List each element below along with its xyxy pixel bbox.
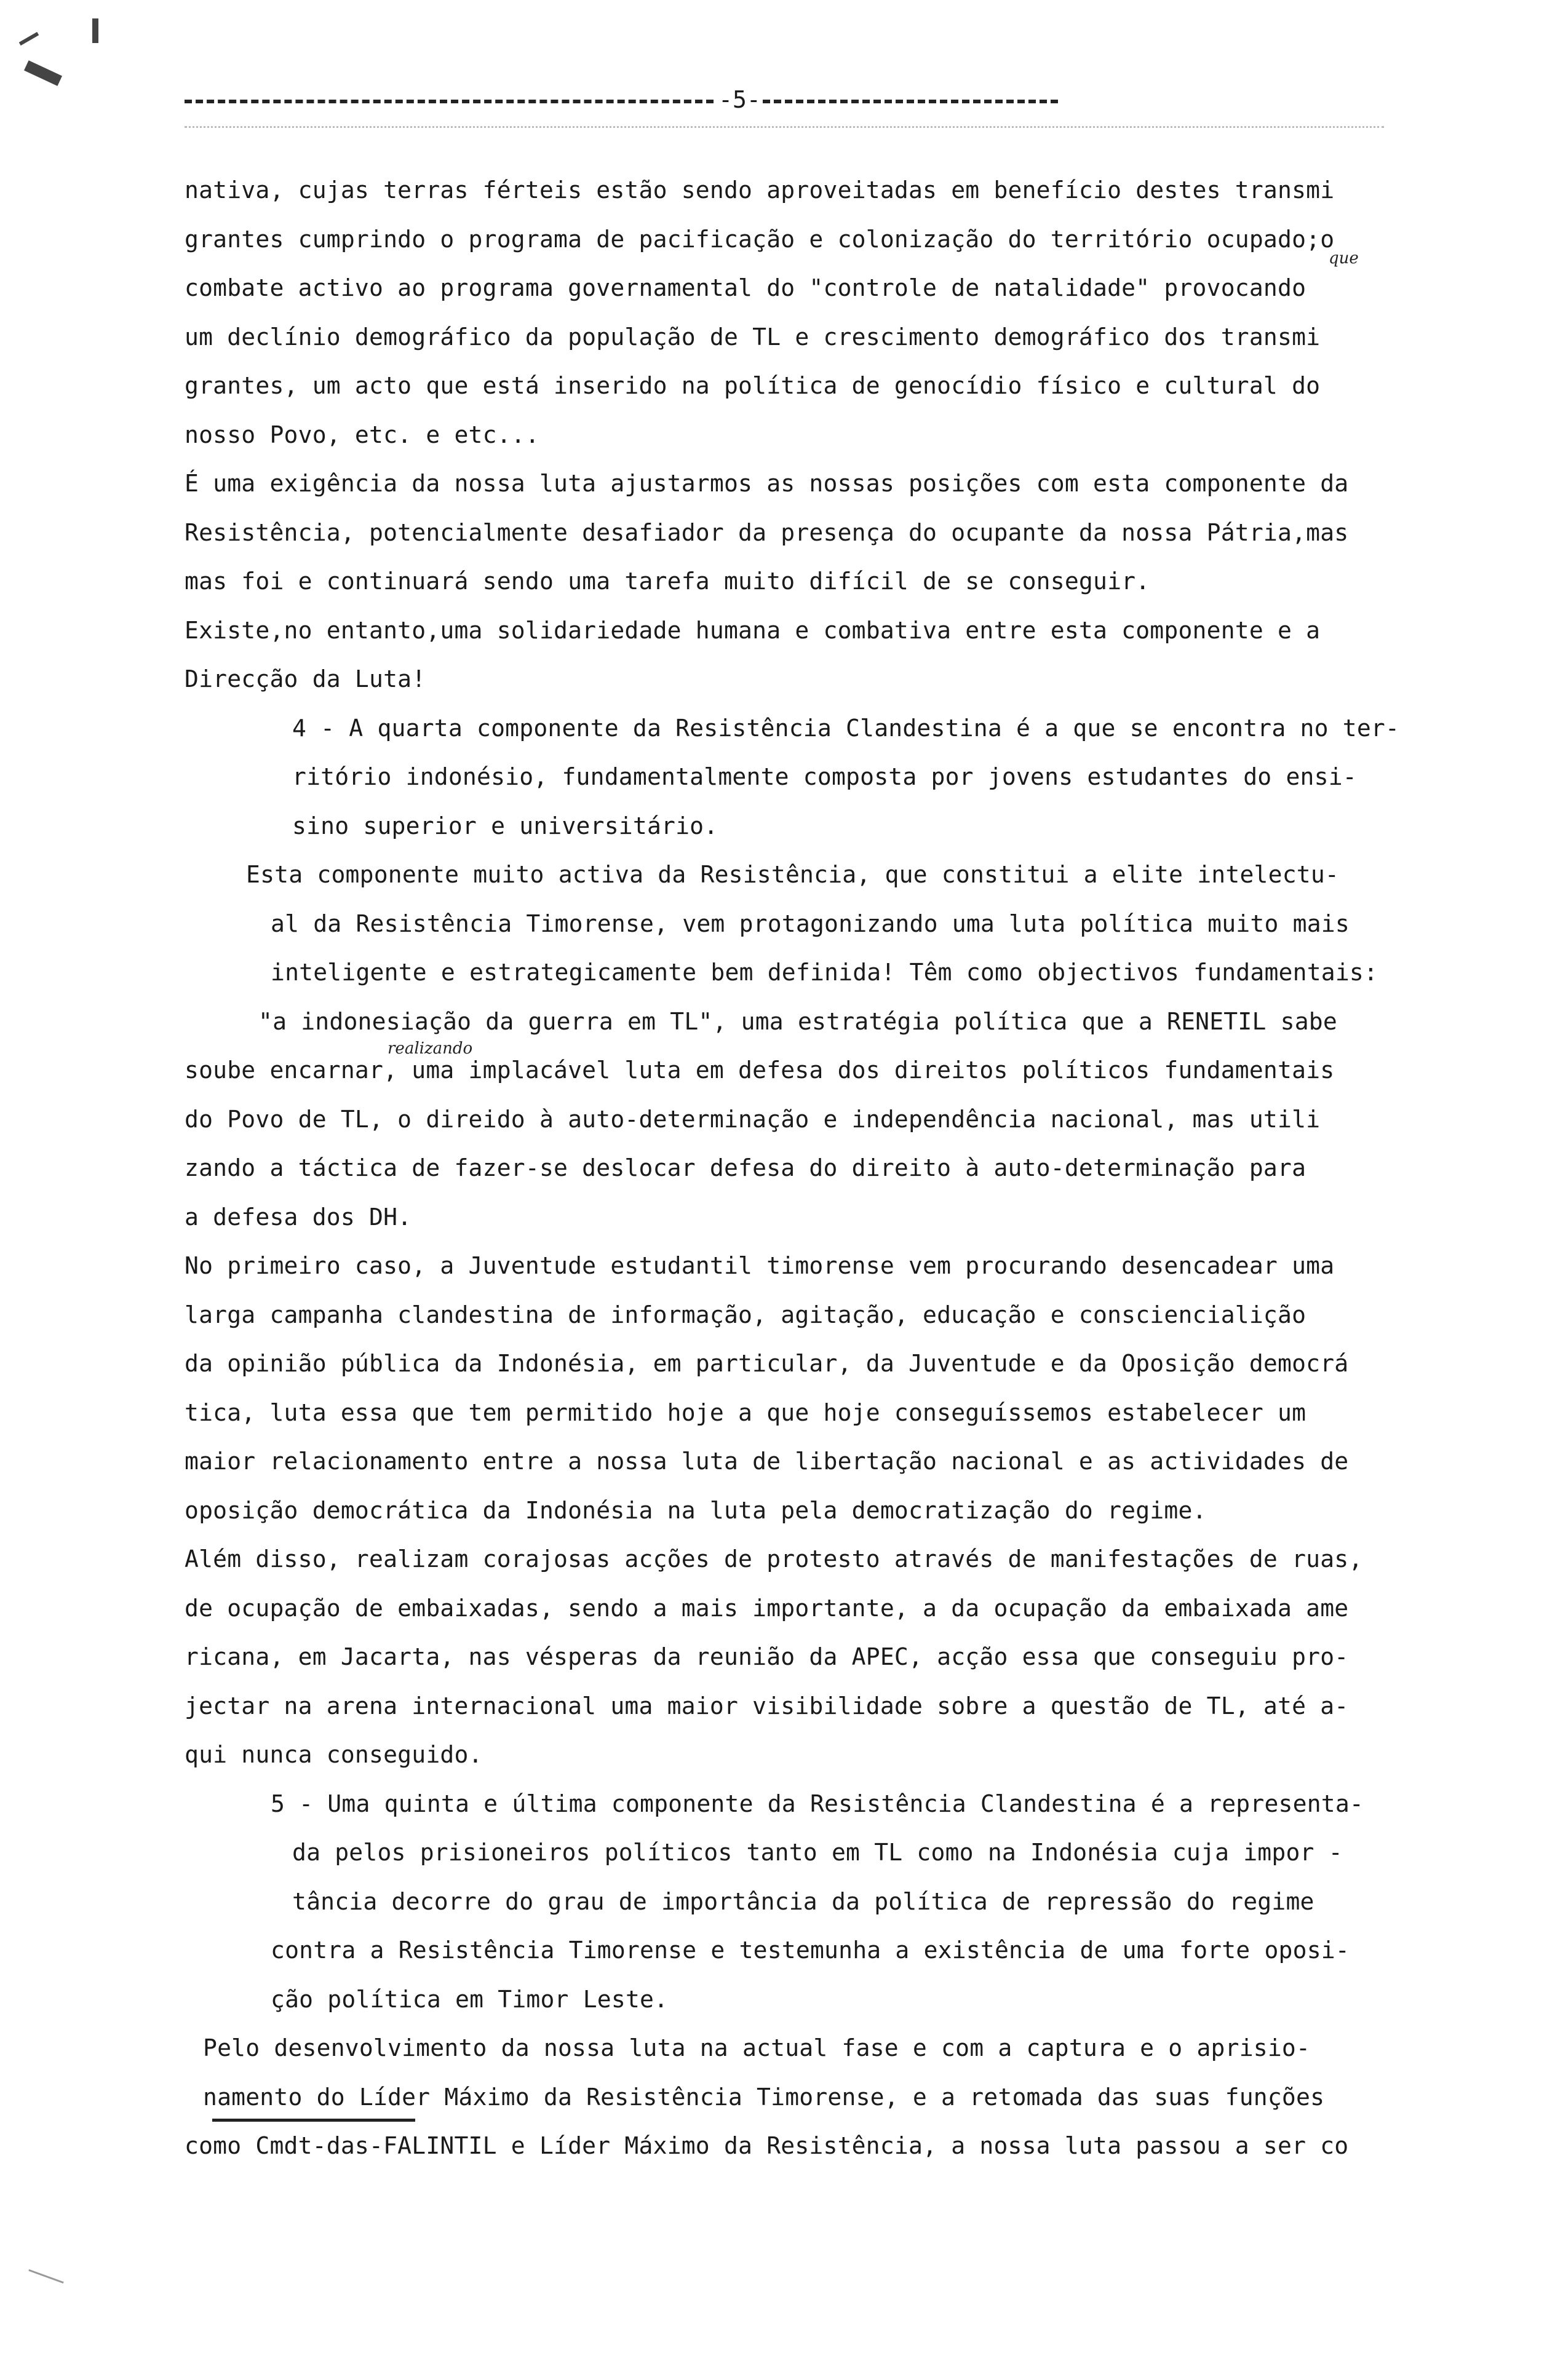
text-line: tância decorre do grau de importância da política de repressão do regime (292, 1887, 1314, 1915)
text-line: Direcção da Luta! (185, 665, 426, 692)
handwritten-annotation: que (1329, 249, 1359, 268)
underline-rule (212, 2119, 415, 2122)
header-rule-right (763, 100, 1058, 103)
text-line: contra a Resistência Timorense e testemunha a existência de uma forte oposi- (271, 1937, 1350, 1964)
text-line: ricana, em Jacarta, nas vésperas da reunião da APEC, acção essa que conseguiu pro- (185, 1643, 1349, 1670)
text-line: "a indonesiação da guerra em TL", uma estratégia política que a RENETIL sabe (258, 1007, 1337, 1035)
body-text (185, 166, 1452, 2171)
scan-speck (92, 18, 98, 43)
text-line: soube encarnar, uma implacável luta em defesa dos direitos políticos fundamentais (185, 1057, 1335, 1084)
text-line: Esta componente muito activa da Resistência, que constitui a elite intelectu- (246, 861, 1340, 888)
text-line: ritório indonésio, fundamentalmente composta por jovens estudantes do ensi- (292, 763, 1357, 790)
text-line: namento do Líder Máximo da Resistência Timorense, e a retomada das suas funções (203, 2083, 1325, 2111)
text-line: Resistência, potencialmente desafiador da presença do ocupante da nossa Pátria,mas (185, 518, 1349, 546)
text-line: No primeiro caso, a Juventude estudantil timorense vem procurando desencadear uma (185, 1252, 1335, 1279)
text-line: Existe,no entanto,uma solidariedade humana e combativa entre esta componente e a (185, 616, 1321, 644)
header-rule-left (185, 100, 714, 103)
text-line: jectar na arena internacional uma maior visibilidade sobre a questão de TL, até a- (185, 1692, 1349, 1720)
text-line: zando a táctica de fazer-se deslocar defesa do direito à auto-determinação para (185, 1154, 1306, 1181)
dotted-separator (185, 126, 1384, 128)
text-line: al da Resistência Timorense, vem protagonizando uma luta política muito mais (271, 910, 1350, 937)
text-line: oposição democrática da Indonésia na luta pela democratização do regime. (185, 1496, 1207, 1524)
text-line: tica, luta essa que tem permitido hoje a que hoje conseguíssemos estabelecer um (185, 1398, 1306, 1426)
text-line: como Cmdt-das-FALINTIL e Líder Máximo da Resistência, a nossa luta passou a ser co (185, 2132, 1349, 2159)
handwritten-annotation: realizando (388, 1039, 473, 1058)
text-line: Pelo desenvolvimento da nossa luta na actual fase e com a captura e o aprisio- (203, 2034, 1311, 2061)
text-line: nativa, cujas terras férteis estão sendo aproveitadas em benefício destes transmi (185, 177, 1335, 204)
text-line: 5 - Uma quinta e última componente da Resistência Clandestina é a representa- (271, 1790, 1364, 1817)
text-line: a defesa dos DH. (185, 1203, 412, 1231)
text-line: grantes cumprindo o programa de pacificação e colonização do território ocupado;o (185, 225, 1335, 253)
text-line: um declínio demográfico da população de TL e crescimento demográfico dos transmi (185, 323, 1321, 351)
text-line: ção política em Timor Leste. (271, 1985, 669, 2013)
text-line: 4 - A quarta componente da Resistência Clandestina é a que se encontra no ter- (292, 714, 1400, 742)
page-header (185, 86, 1046, 123)
text-line: do Povo de TL, o direido à auto-determinação e independência nacional, mas utili (185, 1105, 1321, 1133)
text-line: Além disso, realizam corajosas acções de protesto através de manifestações de ruas, (185, 1545, 1363, 1573)
text-line: combate activo ao programa governamental do "controle de natalidade" provocando (185, 274, 1306, 301)
text-line: larga campanha clandestina de informação, agitação, educação e consciencialição (185, 1301, 1306, 1328)
text-line: de ocupação de embaixadas, sendo a mais importante, a da ocupação da embaixada ame (185, 1594, 1349, 1622)
scan-speck (28, 2269, 63, 2283)
page-number: -5- (718, 86, 761, 113)
text-line: da opinião pública da Indonésia, em particular, da Juventude e da Oposição democrá (185, 1350, 1349, 1377)
text-line: qui nunca conseguido. (185, 1741, 483, 1768)
text-line: sino superior e universitário. (292, 812, 718, 839)
text-line: nosso Povo, etc. e etc... (185, 421, 539, 448)
text-line: grantes, um acto que está inserido na política de genocídio físico e cultural do (185, 372, 1321, 399)
text-line: inteligente e estrategicamente bem definida! Têm como objectivos fundamentais: (271, 959, 1378, 986)
scan-speck (24, 60, 62, 86)
text-line: maior relacionamento entre a nossa luta de libertação nacional e as actividades de (185, 1448, 1349, 1475)
text-line: da pelos prisioneiros políticos tanto em TL como na Indonésia cuja impor - (292, 1839, 1343, 1866)
text-line: É uma exigência da nossa luta ajustarmos as nossas posições com esta componente da (185, 470, 1349, 497)
scan-speck (19, 32, 39, 46)
text-line: mas foi e continuará sendo uma tarefa muito difícil de se conseguir. (185, 568, 1150, 595)
